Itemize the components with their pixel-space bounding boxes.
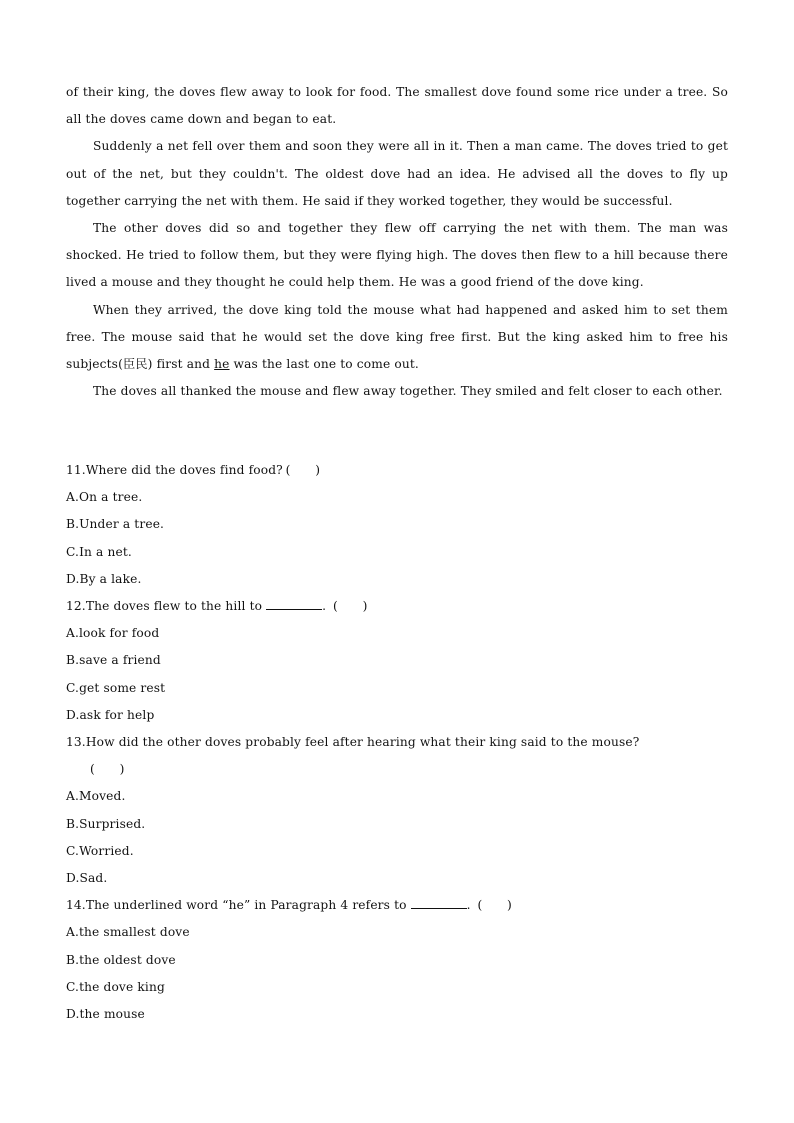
answer-paren-11: ( ) — [285, 463, 321, 477]
paragraph-2: Suddenly a net fell over them and soon they were all in it. Then a man came. The doves tried to get out of the net, but they couldn't. The oldest dove had an idea. He advised all the doves to fly up together carrying the net with them. He said if they worked together, they would be successful. — [66, 139, 728, 208]
underlined-word-he: he — [214, 357, 230, 372]
question-12-end: . — [322, 599, 327, 614]
paragraph-5: The doves all thanked the mouse and flew away together. They smiled and felt closer to each other. — [93, 384, 723, 399]
answer-paren-14: ( ) — [477, 898, 512, 913]
q11-option-d: D.By a lake. — [66, 571, 142, 586]
q11-option-c: C.In a net. — [66, 544, 132, 559]
paragraph-3: The other doves did so and together they flew off carrying the net with them. The man was shocked. He tried to follow them, but they were flying high. The doves then flew to a hill because there lived a mouse and they thought he could help them. He was a good friend of the dove king. — [66, 221, 728, 290]
q14-option-c: C.the dove king — [66, 979, 165, 994]
question-13-stem: 13.How did the other doves probably feel after hearing what their king said to the mouse? — [66, 735, 640, 750]
q13-option-a: A.Moved. — [66, 789, 126, 804]
q12-option-a: A.look for food — [66, 626, 160, 641]
q12-option-b: B.save a friend — [66, 653, 161, 668]
answer-paren-13: ( ) — [90, 762, 125, 777]
answer-paren-12: ( ) — [332, 599, 368, 614]
question-14-stem: 14.The underlined word “he” in Paragraph 4 refers to — [66, 898, 407, 913]
q14-option-a: A.the smallest dove — [66, 925, 190, 940]
q12-option-d: D.ask for help — [66, 707, 155, 722]
paragraph-4 — [66, 297, 728, 379]
question-list — [66, 457, 728, 1028]
paragraph-4-text-b: was the last one to come out. — [229, 357, 419, 372]
answer-blank-14 — [411, 898, 467, 909]
question-11-stem: 11.Where did the doves find food? — [66, 463, 283, 477]
paragraph-1-continuation: of their king, the doves flew away to look for food. The smallest dove found some rice under a tree. So all the doves came down and began to eat. — [66, 85, 728, 127]
q13-option-d: D.Sad. — [66, 871, 108, 886]
q14-option-b: B.the oldest dove — [66, 952, 176, 967]
q13-option-c: C.Worried. — [66, 843, 134, 858]
question-14 — [66, 892, 728, 919]
q12-option-c: C.get some rest — [66, 680, 166, 695]
q11-option-b: B.Under a tree. — [66, 517, 165, 532]
answer-blank-12 — [266, 599, 322, 610]
paragraph-4-text-a: When they arrived, the dove king told the mouse what had happened and asked him to set them free. The mouse said that he would set the dove king free first. But the king asked him to free his subjects(臣民) first and — [66, 302, 728, 372]
question-13 — [66, 729, 728, 783]
question-12 — [66, 593, 728, 620]
question-12-stem: 12.The doves flew to the hill to — [66, 599, 263, 614]
question-11 — [66, 457, 728, 484]
q11-option-a: A.On a tree. — [66, 490, 143, 505]
reading-passage — [66, 79, 728, 405]
question-14-end: . — [466, 898, 471, 913]
q14-option-d: D.the mouse — [66, 1007, 145, 1022]
q13-option-b: B.Surprised. — [66, 816, 146, 831]
